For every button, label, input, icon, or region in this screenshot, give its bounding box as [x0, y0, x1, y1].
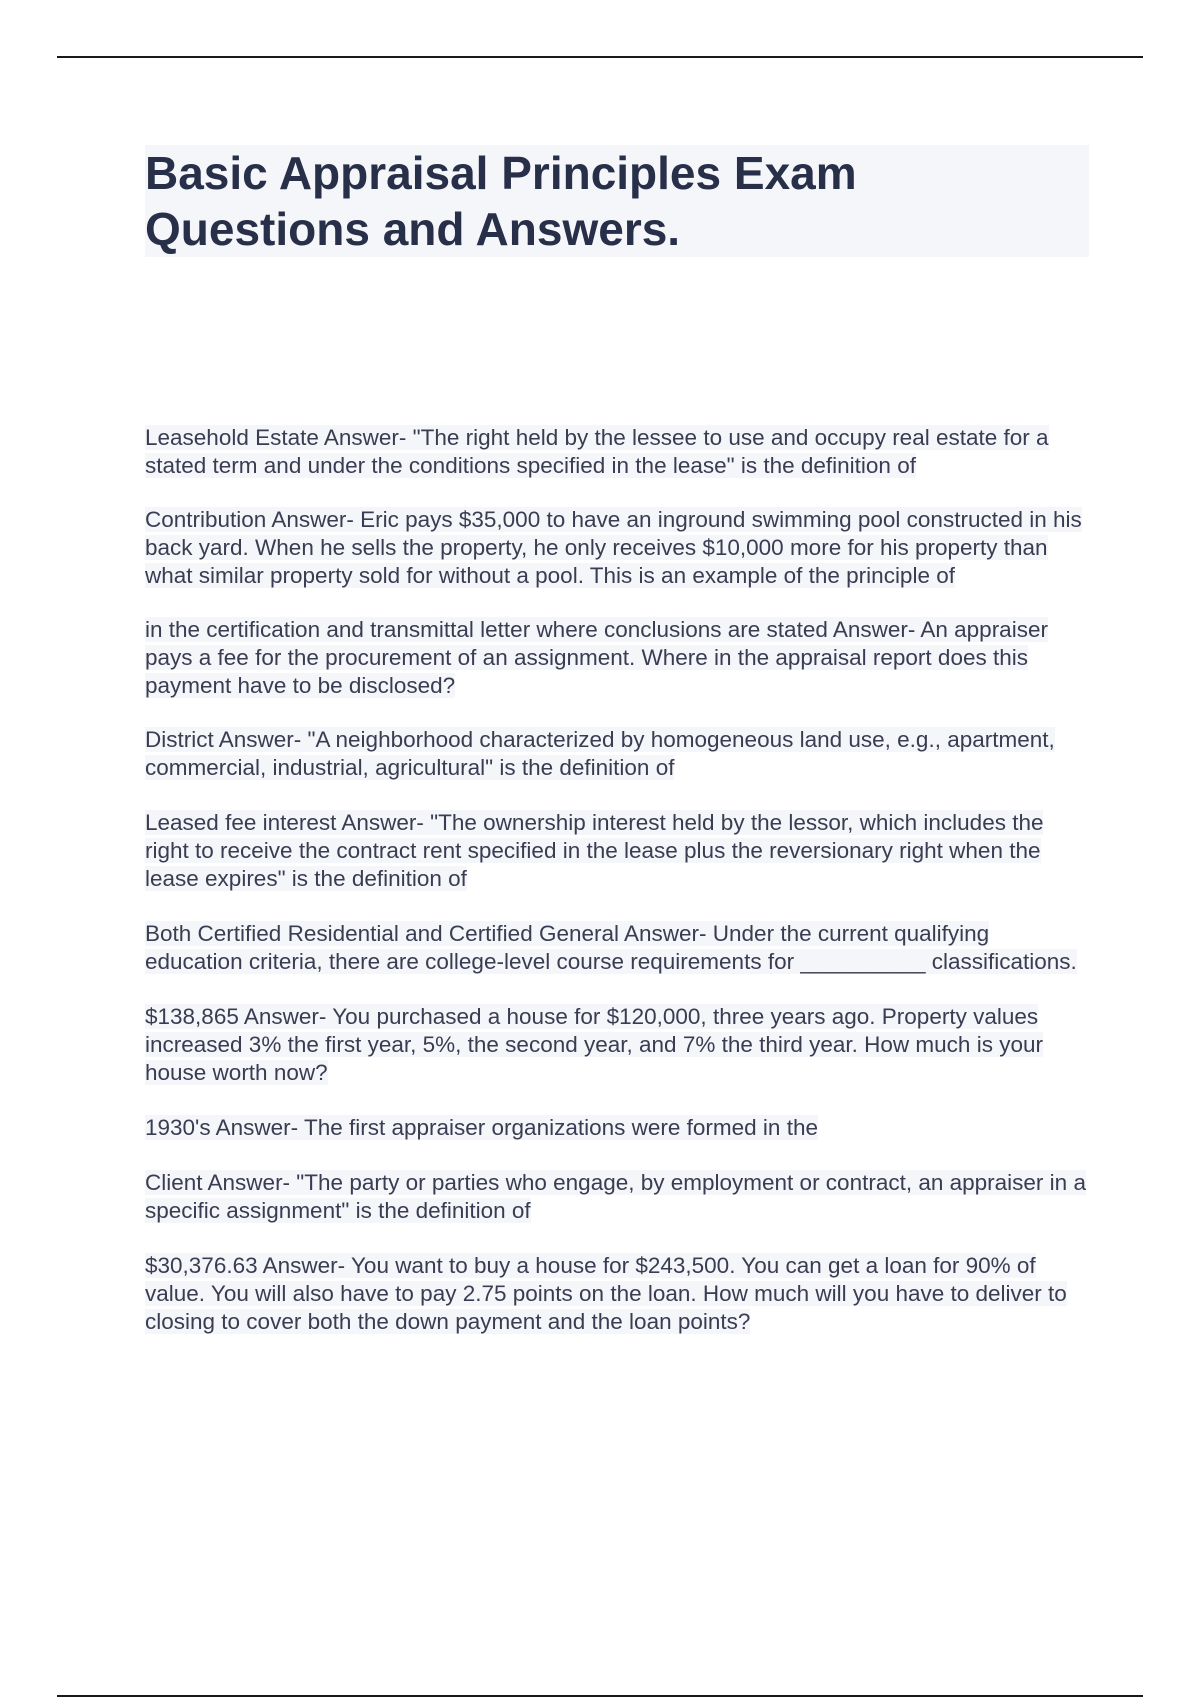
qa-text: Client Answer- "The party or parties who engage, by employment or contract, an appraiser in a specific assignment" is the definition of — [145, 1170, 1086, 1223]
page-title: Basic Appraisal Principles Exam Questions and Answers. — [145, 147, 857, 255]
qa-text: $138,865 Answer- You purchased a house for $120,000, three years ago. Property values increased 3% the first year, 5%, the second year, and 7% the third year. How much is your house worth now? — [145, 1004, 1043, 1085]
qa-item — [145, 1252, 1090, 1336]
qa-list — [145, 424, 1090, 1336]
qa-text: in the certification and transmittal letter where conclusions are stated Answer- An appraiser pays a fee for the procurement of an assignment. Where in the appraisal report does this payment have to be disclosed? — [145, 617, 1048, 698]
qa-item — [145, 726, 1090, 782]
qa-text: Leasehold Estate Answer- "The right held by the lessee to use and occupy real estate for a stated term and under the conditions specified in the lease" is the definition of — [145, 425, 1049, 478]
qa-item — [145, 424, 1090, 480]
qa-text: Leased fee interest Answer- "The ownership interest held by the lessor, which includes the right to receive the contract rent specified in the lease plus the reversionary right when the lease expires" is the definition of — [145, 810, 1044, 891]
qa-text: Contribution Answer- Eric pays $35,000 to have an inground swimming pool constructed in his back yard. When he sells the property, he only receives $10,000 more for his property than what similar property sold for without a pool. This is an example of the principle of — [145, 507, 1082, 588]
qa-item — [145, 1169, 1090, 1225]
qa-item — [145, 920, 1090, 976]
qa-text: $30,376.63 Answer- You want to buy a house for $243,500. You can get a loan for 90% of value. You will also have to pay 2.75 points on the loan. How much will you have to deliver to closing to cover both the down payment and the loan points? — [145, 1253, 1067, 1334]
title-block — [145, 145, 1089, 257]
qa-text: District Answer- "A neighborhood characterized by homogeneous land use, e.g., apartment, commercial, industrial, agricultural" is the definition of — [145, 727, 1055, 780]
qa-item — [145, 506, 1090, 590]
top-rule — [57, 56, 1143, 58]
qa-text: Both Certified Residential and Certified General Answer- Under the current qualifying education criteria, there are college-level course requirements for __________ classifications. — [145, 921, 1077, 974]
qa-item — [145, 809, 1090, 893]
bottom-rule — [57, 1695, 1143, 1697]
qa-item — [145, 1114, 1090, 1142]
qa-text: 1930's Answer- The first appraiser organizations were formed in the — [145, 1115, 818, 1140]
qa-item — [145, 1003, 1090, 1087]
qa-item — [145, 616, 1090, 700]
